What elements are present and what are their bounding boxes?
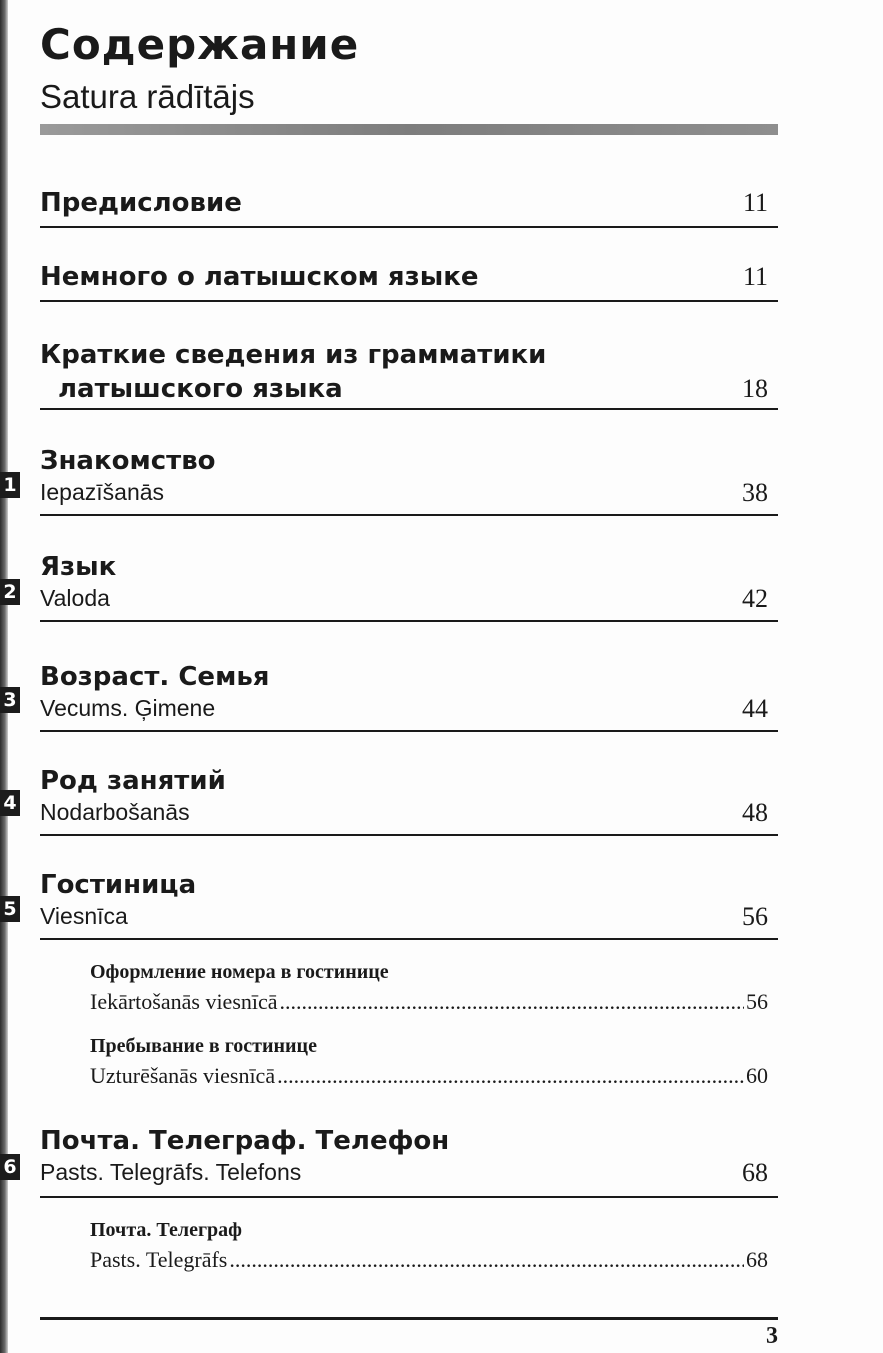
chapter-rule — [40, 620, 778, 622]
entry-heading: Немного о латышском языке — [40, 262, 479, 292]
entry-heading: Предисловие — [40, 188, 242, 218]
chapter-number-badge: 1 — [0, 472, 20, 498]
entry-page-number: 11 — [742, 262, 768, 291]
chapter-latvian-title: Viesnīca — [40, 903, 128, 929]
chapter-page-number: 48 — [742, 798, 768, 827]
dot-leader — [229, 1246, 744, 1274]
subsection-page-number: 68 — [746, 1247, 768, 1272]
toc-entry-preface[interactable] — [40, 186, 778, 232]
chapter-number-badge: 2 — [0, 579, 20, 605]
subsection-latvian-line — [90, 1246, 768, 1274]
title-underline-bar — [40, 124, 778, 135]
subsection-russian-title: Пребывание в гостинице — [90, 1035, 317, 1057]
chapter-heading: Почта. Телеграф. Телефон — [40, 1126, 450, 1156]
entry-rule — [40, 300, 778, 302]
chapter-page-number: 68 — [742, 1158, 768, 1187]
chapter-heading: Знакомство — [40, 446, 216, 476]
toc-subsection[interactable] — [90, 960, 768, 1016]
subsection-latvian-title: Uzturēšanās viesnīcā — [90, 1063, 276, 1088]
chapter-number-badge: 4 — [0, 790, 20, 816]
chapter-rule — [40, 938, 778, 940]
chapter-heading: Гостиница — [40, 870, 197, 900]
page-title: Содержание — [40, 20, 360, 69]
toc-entry-about-latvian[interactable] — [40, 260, 778, 306]
page-subtitle: Satura rādītājs — [40, 78, 255, 115]
subsection-latvian-line — [90, 1062, 768, 1090]
toc-chapter-2[interactable] — [40, 550, 778, 624]
chapter-rule — [40, 1196, 778, 1198]
toc-subsection[interactable] — [90, 1034, 768, 1090]
chapter-page-number: 56 — [742, 902, 768, 931]
subsection-latvian-title: Iekārtošanās viesnīcā — [90, 989, 278, 1014]
chapter-latvian-title: Vecums. Ģimene — [40, 695, 216, 721]
toc-chapter-4[interactable] — [40, 764, 778, 838]
chapter-page-number: 42 — [742, 584, 768, 613]
chapter-latvian-title: Nodarbošanās — [40, 799, 190, 825]
footer-rule — [40, 1317, 778, 1320]
toc-subsection[interactable] — [90, 1218, 768, 1274]
chapter-number-badge: 5 — [0, 896, 20, 922]
chapter-rule — [40, 514, 778, 516]
chapter-latvian-title: Iepazīšanās — [40, 479, 165, 505]
entry-heading-line-2: латышского языка — [58, 374, 343, 404]
chapter-page-number: 44 — [742, 694, 768, 723]
chapter-rule — [40, 730, 778, 732]
page-number: 3 — [766, 1323, 778, 1349]
toc-chapter-3[interactable] — [40, 660, 778, 734]
toc-chapter-6[interactable] — [40, 1124, 778, 1198]
subsection-russian-title: Почта. Телеграф — [90, 1219, 242, 1241]
dot-leader — [280, 988, 744, 1016]
subsection-russian-title: Оформление номера в гостинице — [90, 961, 389, 983]
chapter-number-badge: 6 — [0, 1154, 20, 1180]
subsection-page-number: 60 — [746, 1063, 768, 1088]
subsection-latvian-line — [90, 988, 768, 1016]
chapter-heading: Род занятий — [40, 766, 226, 796]
subsection-page-number: 56 — [746, 989, 768, 1014]
subsection-latvian-title: Pasts. Telegrāfs — [90, 1247, 228, 1272]
toc-chapter-1[interactable] — [40, 444, 778, 518]
toc-chapter-5[interactable] — [40, 868, 778, 942]
page-spine-edge — [0, 0, 8, 1353]
chapter-latvian-title: Valoda — [40, 585, 110, 611]
chapter-latvian-title: Pasts. Telegrāfs. Telefons — [40, 1159, 302, 1185]
entry-rule — [40, 226, 778, 228]
chapter-page-number: 38 — [742, 478, 768, 507]
entry-page-number: 18 — [742, 374, 768, 403]
dot-leader — [277, 1062, 744, 1090]
chapter-rule — [40, 834, 778, 836]
chapter-heading: Язык — [40, 552, 117, 582]
chapter-number-badge: 3 — [0, 687, 20, 713]
chapter-heading: Возраст. Семья — [40, 662, 270, 692]
toc-entry-grammar-overview[interactable] — [40, 338, 778, 412]
entry-heading-line-1: Краткие сведения из грамматики — [40, 340, 547, 370]
entry-page-number: 11 — [742, 188, 768, 217]
entry-rule — [40, 408, 778, 410]
